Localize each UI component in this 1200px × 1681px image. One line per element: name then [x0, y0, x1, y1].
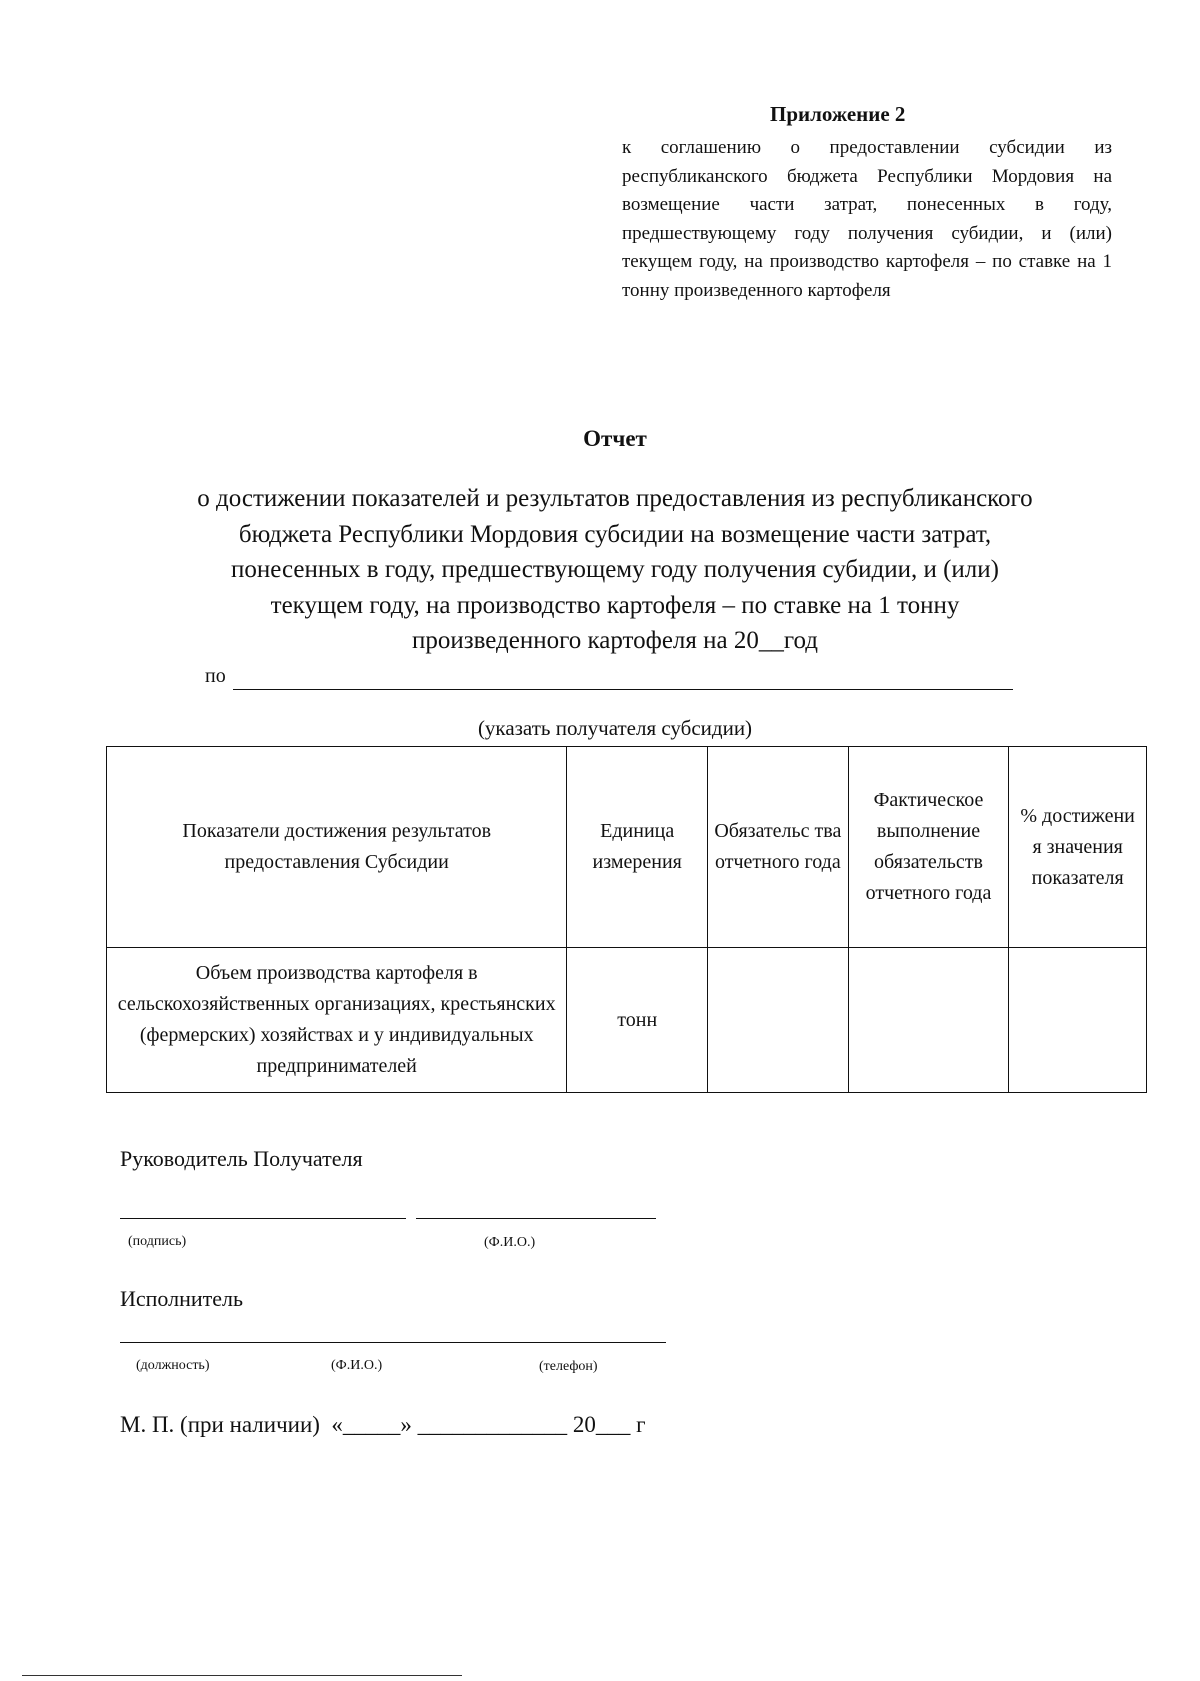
header-obligations: Обязательс тва отчетного года — [708, 747, 849, 948]
cell-indicator: Объем производства картофеля в сельскохозяйственных организациях, крестьянских (фермерских) хозяйствах и у индивидуальных предпринимателей — [107, 948, 567, 1093]
subtitle-line: о достижении показателей и результатов предоставления из республиканского — [197, 485, 1033, 512]
executor-line — [120, 1342, 666, 1343]
executor-fio-caption: (Ф.И.О.) — [331, 1358, 383, 1373]
fio-line — [416, 1218, 656, 1219]
appendix-title: Приложение 2 — [770, 102, 906, 126]
recipient-underline — [233, 689, 1013, 690]
table-header-row — [107, 747, 1147, 948]
report-title: Отчет — [583, 426, 647, 451]
cell-percent — [1009, 948, 1147, 1093]
po-label: по — [205, 665, 226, 687]
position-caption: (должность) — [136, 1358, 210, 1373]
cell-actual — [848, 948, 1009, 1093]
fio-caption: (Ф.И.О.) — [484, 1235, 536, 1250]
header-unit: Единица измерения — [567, 747, 708, 948]
subtitle-line: текущем году, на производство картофеля – по ставке на 1 тонну — [270, 591, 960, 619]
report-subtitle — [140, 481, 1090, 659]
seal-date-line: М. П. (при наличии) «_____» _____________ 20___ г — [120, 1412, 646, 1437]
indicators-table — [106, 746, 1147, 1093]
recipient-note: (указать получателя субсидии) — [477, 716, 753, 740]
subtitle-line: понесенных в году, предшествующему году получения субидии, и (или) — [231, 556, 999, 583]
subtitle-line: произведенного картофеля на 20__год — [411, 627, 819, 654]
phone-caption: (телефон) — [539, 1359, 598, 1374]
signature-caption: (подпись) — [128, 1234, 187, 1249]
header-indicator: Показатели достижения результатов предоставления Субсидии — [107, 747, 567, 948]
appendix-text: к соглашению о предоставлении субсидии из республиканского бюджета Республики Мордовия на возмещение части затрат, понесенных в году, предшествующему году получения субидии, и (или) текущем году, на производство картофеля – по ставке на 1 тонну произведенного картофеля — [622, 137, 1112, 301]
header-percent: % достижени я значения показателя — [1009, 747, 1147, 948]
signature-line — [120, 1218, 406, 1219]
footer-rule — [22, 1675, 462, 1676]
table-row — [107, 948, 1147, 1093]
executor-label: Исполнитель — [120, 1286, 244, 1311]
cell-obligations — [708, 948, 849, 1093]
head-label: Руководитель Получателя — [120, 1146, 363, 1171]
cell-unit: тонн — [567, 948, 708, 1093]
subtitle-line: бюджета Республики Мордовия субсидии на возмещение части затрат, — [238, 520, 992, 548]
header-actual: Фактическое выполнение обязательств отчетного года — [848, 747, 1009, 948]
